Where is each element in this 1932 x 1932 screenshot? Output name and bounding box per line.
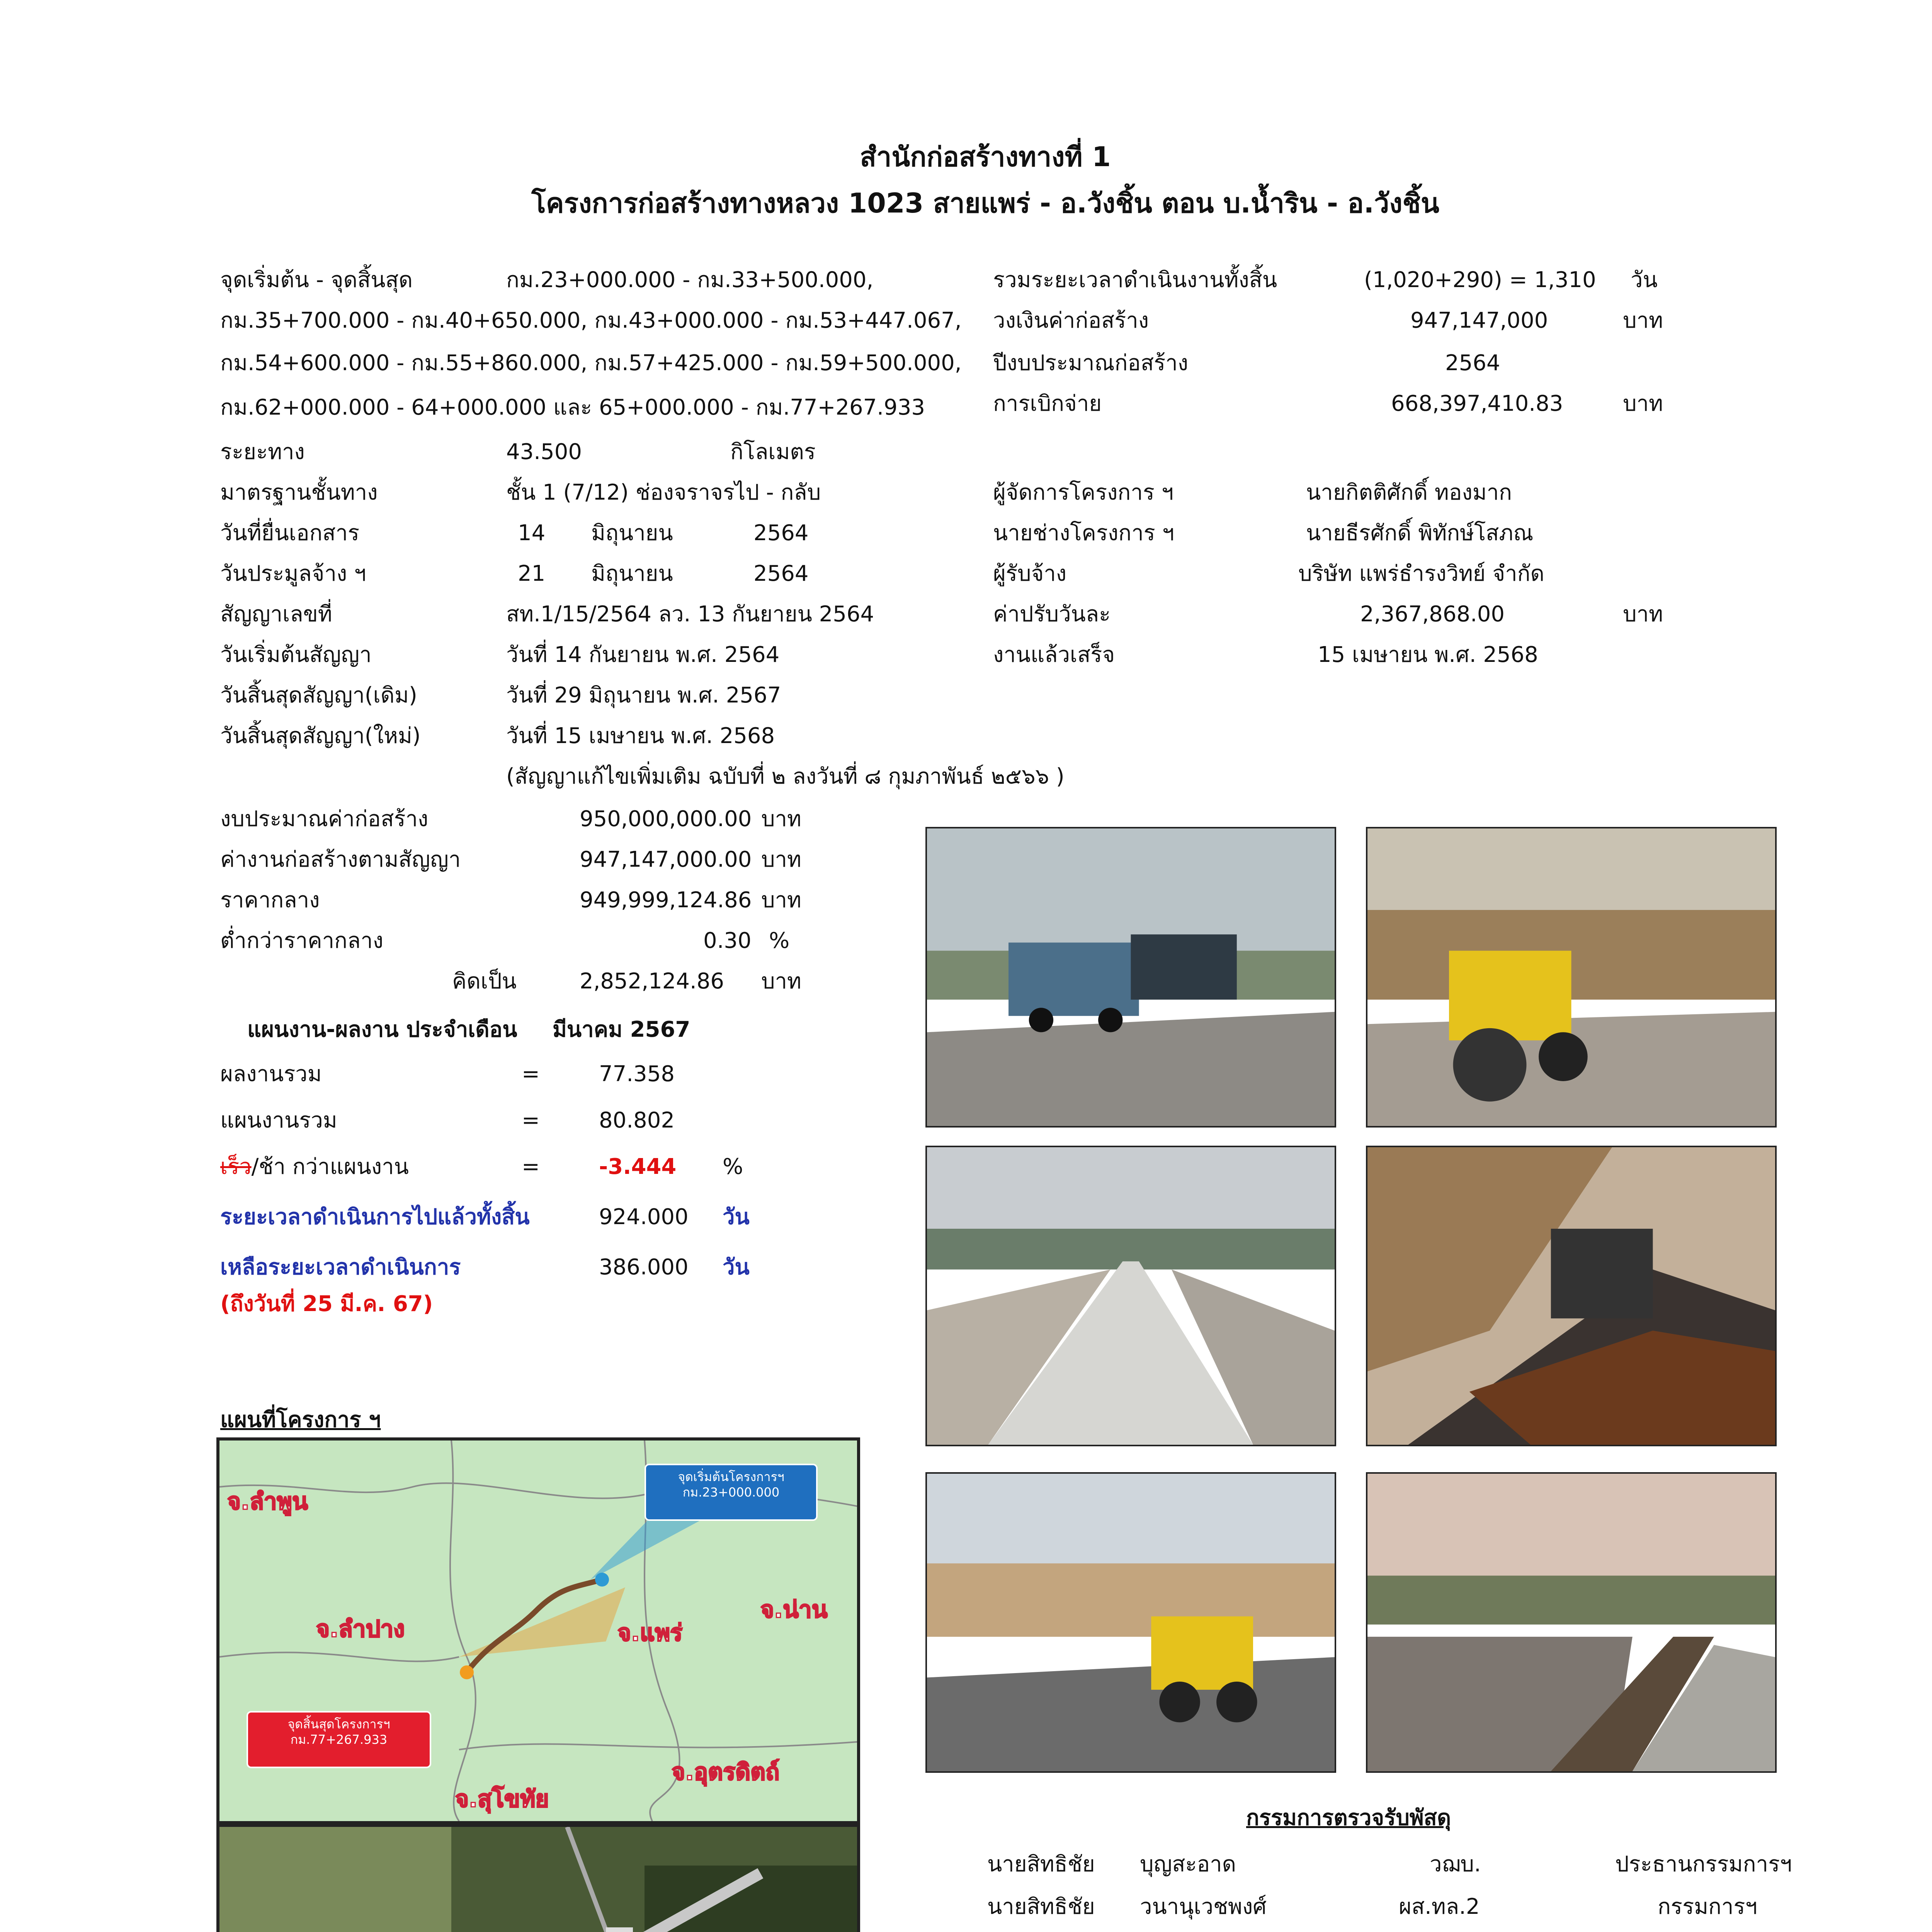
finance-label: ราคากลาง	[220, 888, 320, 913]
submit-label: วันที่ยื่นเอกสาร	[220, 520, 360, 546]
province-label: จ.น่าน	[760, 1596, 828, 1623]
finance-value: 949,999,124.86	[580, 888, 752, 913]
start-point-km: กม.23+000.000	[682, 1485, 780, 1500]
route-line: กม.23+000.000 - กม.33+500.000,	[506, 267, 874, 293]
elapsed-value: 924.000	[599, 1204, 689, 1230]
equals-sign: =	[522, 1061, 540, 1087]
diff-label	[220, 1153, 409, 1180]
satellite-map[interactable]	[216, 1824, 860, 1932]
complete-value: 15 เมษายน พ.ศ. 2568	[1318, 642, 1538, 667]
finance-unit: %	[769, 928, 790, 953]
distance-unit: กิโลเมตร	[730, 439, 816, 464]
standard-value: ชั้น 1 (7/12) ช่องจราจรไป - กลับ	[506, 480, 821, 505]
member-position: ผส.ทล.2	[1399, 1894, 1480, 1919]
finance-label: งบประมาณค่าก่อสร้าง	[220, 806, 429, 832]
member-last-name: วนานุเวชพงศ์	[1140, 1894, 1267, 1919]
penalty-unit: บาท	[1623, 602, 1663, 627]
end-old-value: วันที่ 29 มิถุนายน พ.ศ. 2567	[506, 683, 781, 708]
submit-day: 14	[518, 520, 546, 546]
remain-unit: วัน	[723, 1255, 750, 1280]
construction-photo-paver	[925, 1472, 1336, 1773]
bid-day: 21	[518, 561, 546, 586]
bid-label: วันประมูลจ้าง ฯ	[220, 561, 366, 586]
progress-heading: แผนงาน-ผลงาน ประจำเดือน	[247, 1017, 517, 1042]
member-position: วฌบ.	[1430, 1852, 1481, 1877]
contract-value: สท.1/15/2564 ลว. 13 กันยายน 2564	[506, 602, 874, 627]
elapsed-unit: วัน	[723, 1204, 750, 1230]
satellite-imagery	[219, 1827, 857, 1932]
finance-unit: บาท	[761, 806, 801, 832]
complete-label: งานแล้วเสร็จ	[993, 642, 1115, 667]
engineer-value: นายธีรศักดิ์ พิทักษ์โสภณ	[1306, 520, 1534, 546]
penalty-value: 2,367,868.00	[1360, 602, 1505, 627]
member-role: กรรมการฯ	[1658, 1894, 1757, 1919]
submit-month: มิถุนายน	[591, 520, 673, 546]
member-first-name: นายสิทธิชัย	[987, 1852, 1095, 1877]
finance-value: 950,000,000.00	[580, 806, 752, 832]
budget-value: 947,147,000	[1410, 308, 1548, 333]
fiscal-label: ปีงบประมาณก่อสร้าง	[993, 350, 1189, 376]
project-map[interactable]	[216, 1437, 860, 1824]
construction-photo-milling	[925, 827, 1336, 1128]
route-label: จุดเริ่มต้น - จุดสิ้นสุด	[220, 267, 413, 293]
amendment-note: (สัญญาแก้ไขเพิ่มเติม ฉบับที่ ๒ ลงวันที่ ๘ กุมภาพันธ์ ๒๕๖๖ )	[506, 764, 1065, 789]
actual-label: ผลงานรวม	[220, 1061, 322, 1087]
remain-value: 386.000	[599, 1255, 689, 1280]
asof-note: (ถึงวันที่ 25 มี.ค. 67)	[220, 1291, 433, 1316]
duration-unit: วัน	[1631, 267, 1658, 293]
penalty-label: ค่าปรับวันละ	[993, 602, 1111, 627]
map-heading: แผนที่โครงการ ฯ	[220, 1407, 381, 1432]
plan-label: แผนงานรวม	[220, 1108, 337, 1133]
manager-value: นายกิตติศักดิ์ ทองมาก	[1306, 480, 1512, 505]
route-line: กม.54+600.000 - กม.55+860.000, กม.57+425.000 - กม.59+500.000,	[220, 350, 962, 376]
end-new-value: วันที่ 15 เมษายน พ.ศ. 2568	[506, 723, 775, 748]
diff-unit: %	[723, 1154, 743, 1179]
start-point-box	[645, 1464, 818, 1521]
end-point-km: กม.77+267.933	[290, 1732, 388, 1747]
office-title: สำนักก่อสร้างทางที่ 1	[860, 141, 1111, 173]
engineer-label: นายช่างโครงการ ฯ	[993, 520, 1174, 546]
province-label: จ.แพร่	[617, 1619, 683, 1646]
construction-photo-concrete	[925, 1146, 1336, 1446]
province-label: จ.สุโขทัย	[455, 1786, 549, 1813]
calc-label: คิดเป็น	[452, 969, 517, 994]
province-label: จ.ลำปาง	[316, 1616, 405, 1643]
finance-value: 0.30	[703, 928, 752, 953]
construction-photo-asphalt-sprayer	[1366, 1146, 1777, 1446]
disburse-value: 668,397,410.83	[1391, 391, 1563, 416]
route-line: กม.62+000.000 - 64+000.000 และ 65+000.000 - กม.77+267.933	[220, 395, 925, 420]
bid-month: มิถุนายน	[591, 561, 673, 586]
finance-label: ค่างานก่อสร้างตามสัญญา	[220, 847, 461, 872]
contract-label: สัญญาเลขที่	[220, 602, 332, 627]
duration-label: รวมระยะเวลาดำเนินงานทั้งสิ้น	[993, 267, 1277, 293]
disburse-label: การเบิกจ่าย	[993, 391, 1102, 416]
province-label: จ.อุตรดิตถ์	[672, 1759, 780, 1786]
elapsed-label: ระยะเวลาดำเนินการไปแล้วทั้งสิ้น	[220, 1204, 530, 1230]
end-point-title: จุดสิ้นสุดโครงการฯ	[287, 1717, 390, 1731]
province-label: จ.ลำพูน	[227, 1488, 308, 1515]
diff-text: /ช้า กว่าแผนงาน	[251, 1154, 409, 1179]
end-new-label: วันสิ้นสุดสัญญา(ใหม่)	[220, 723, 421, 748]
finance-unit: บาท	[761, 847, 801, 872]
route-line: กม.35+700.000 - กม.40+650.000, กม.43+000.000 - กม.53+447.067,	[220, 308, 962, 333]
start-label: วันเริ่มต้นสัญญา	[220, 642, 372, 667]
equals-sign: =	[522, 1108, 540, 1133]
actual-value: 77.358	[599, 1061, 675, 1087]
duration-value: (1,020+290) = 1,310	[1364, 267, 1596, 293]
disburse-unit: บาท	[1623, 391, 1663, 416]
manager-label: ผู้จัดการโครงการ ฯ	[993, 480, 1174, 505]
start-point-title: จุดเริ่มต้นโครงการฯ	[678, 1469, 784, 1484]
member-role: ประธานกรรมการฯ	[1615, 1852, 1792, 1877]
construction-photo-roller	[1366, 827, 1777, 1128]
project-title: โครงการก่อสร้างทางหลวง 1023 สายแพร่ - อ.วังชิ้น ตอน บ.น้ำริน - อ.วังชิ้น	[531, 187, 1439, 219]
submit-year: 2564	[753, 520, 809, 546]
end-old-label: วันสิ้นสุดสัญญา(เดิม)	[220, 683, 417, 708]
diff-strike: เร็ว	[220, 1154, 252, 1179]
budget-label: วงเงินค่าก่อสร้าง	[993, 308, 1149, 333]
member-last-name: บุญสะอาด	[1140, 1852, 1236, 1877]
distance-label: ระยะทาง	[220, 439, 305, 464]
end-point-box	[247, 1711, 431, 1768]
progress-month: มีนาคม 2567	[553, 1017, 690, 1042]
finance-value: 947,147,000.00	[580, 847, 752, 872]
member-first-name: นายสิทธิชัย	[987, 1894, 1095, 1919]
remain-label: เหลือระยะเวลาดำเนินการ	[220, 1255, 461, 1280]
diff-value: -3.444	[599, 1154, 677, 1179]
contractor-label: ผู้รับจ้าง	[993, 561, 1067, 586]
bid-year: 2564	[753, 561, 809, 586]
contractor-value: บริษัท แพร่ธำรงวิทย์ จำกัด	[1298, 561, 1544, 586]
standard-label: มาตรฐานชั้นทาง	[220, 480, 378, 505]
distance-value: 43.500	[506, 439, 582, 464]
calc-value: 2,852,124.86	[580, 969, 724, 994]
equals-sign: =	[522, 1154, 540, 1179]
finance-unit: บาท	[761, 888, 801, 913]
committee-heading: กรรมการตรวจรับพัสดุ	[1246, 1805, 1451, 1830]
construction-photo-barrier	[1366, 1472, 1777, 1773]
plan-value: 80.802	[599, 1108, 675, 1133]
budget-unit: บาท	[1623, 308, 1663, 333]
start-value: วันที่ 14 กันยายน พ.ศ. 2564	[506, 642, 780, 667]
fiscal-value: 2564	[1445, 350, 1500, 376]
finance-label: ต่ำกว่าราคากลาง	[220, 928, 384, 953]
calc-unit: บาท	[761, 969, 801, 994]
